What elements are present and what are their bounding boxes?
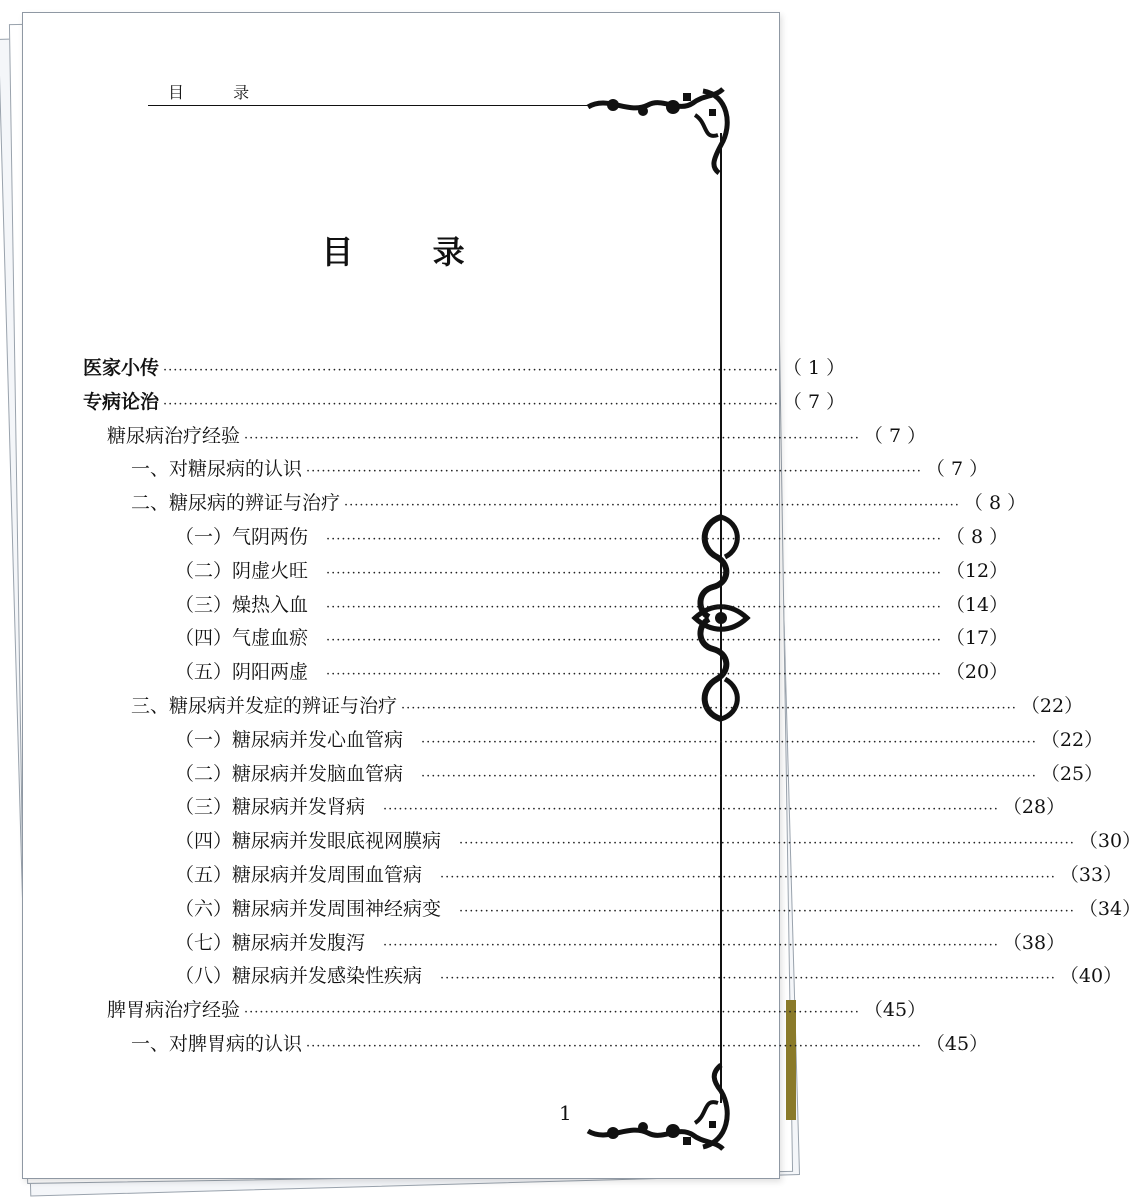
toc-entry[interactable] [83,995,927,1029]
toc-entry-label: （三）燥热入血 [175,593,309,616]
leader-dots: ························································································································ [440,869,1056,885]
leader-dots: ························································································································ [326,633,942,649]
leader-dots: ························································································································ [383,802,999,818]
running-head: 目 录 [168,83,272,102]
toc-entry-page: （17） [945,627,1009,650]
toc-entry[interactable] [83,759,1104,793]
leader-dots: ························································································································ [401,700,1017,716]
leader-dots: ························································································································ [326,667,942,683]
toc-entry[interactable] [83,387,846,421]
leader-dots: ························································································································ [244,430,860,446]
leader-dots: ························································································································ [344,498,960,514]
leader-dots: ························································································································ [326,565,942,581]
toc-entry[interactable] [83,691,1084,725]
leader-dots: ························································································································ [326,531,942,547]
leader-dots: ························································································································ [163,363,779,378]
leader-dots: ························································································································ [440,971,1056,987]
toc-entry-page: （22） [1020,694,1084,717]
leader-dots: ························································································································ [306,464,922,480]
toc-entry-label: 二、糖尿病的辨证与治疗 [131,492,341,515]
toc-entry-label: （五）阴阳两虚 [175,661,309,684]
leader-dots: ························································································································ [459,903,1075,919]
toc-entry-label: （五）糖尿病并发周围血管病 [175,863,423,886]
toc-entry-page: （45） [925,1032,989,1055]
toc-entry-page: （12） [945,559,1009,582]
toc-entry-label: 专病论治 [83,390,160,413]
toc-entry-page: （34） [1078,897,1141,920]
toc-entry-page: （20） [945,661,1009,684]
toc-entry[interactable] [83,623,1009,657]
toc-entry-label: （七）糖尿病并发腹泻 [175,931,366,954]
toc-entry-page: （14） [945,593,1009,616]
toc-entry-page: （28） [1002,796,1066,819]
toc-entry-page: （22） [1040,728,1104,751]
toc-list [83,353,1141,1063]
leader-dots: ························································································································ [421,768,1037,784]
toc-entry[interactable] [83,860,1123,894]
toc-entry[interactable] [83,894,1141,928]
page-number: 1 [559,1101,572,1125]
toc-entry[interactable] [83,488,1027,522]
toc-entry-label: 一、对糖尿病的认识 [131,458,303,481]
toc-entry-label: （一）糖尿病并发心血管病 [175,728,404,751]
toc-entry-page: （40） [1059,965,1123,988]
toc-page [22,12,1141,1179]
toc-entry-label: （四）气虚血瘀 [175,627,309,650]
leader-dots: ························································································································ [459,836,1075,852]
corner-ornament-top-icon [583,85,733,175]
toc-entry-page: （ 7 ） [925,458,989,481]
toc-entry[interactable] [83,657,1009,691]
toc-entry-page: （ 8 ） [963,492,1027,515]
toc-entry[interactable] [83,454,989,488]
toc-entry[interactable] [83,590,1009,624]
leader-dots: ························································································································ [306,1038,922,1054]
toc-entry-page: （30） [1078,830,1141,853]
toc-entry-label: （二）阴虚火旺 [175,559,309,582]
toc-entry-page: （33） [1059,863,1123,886]
toc-entry-label: （八）糖尿病并发感染性疾病 [175,965,423,988]
toc-entry-page: （ 7 ） [863,424,927,447]
leader-dots: ························································································································ [244,1005,860,1021]
toc-entry-page: （ 8 ） [945,525,1009,548]
toc-entry[interactable] [83,792,1066,826]
leader-dots: ························································································································ [383,937,999,953]
toc-entry-page: （ 1 ） [782,357,846,379]
toc-entry[interactable] [83,421,927,455]
toc-entry-label: 医家小传 [83,357,160,379]
toc-entry-label: （一）气阴两伤 [175,525,309,548]
toc-entry[interactable] [83,725,1104,759]
leader-dots: ························································································································ [163,396,779,412]
toc-entry[interactable] [83,522,1009,556]
toc-entry[interactable] [83,928,1066,962]
toc-entry-label: （二）糖尿病并发脑血管病 [175,762,404,785]
toc-entry-label: （三）糖尿病并发肾病 [175,796,366,819]
toc-entry[interactable] [83,1029,989,1063]
toc-entry-label: 糖尿病治疗经验 [107,424,241,447]
leader-dots: ························································································································ [421,734,1037,750]
toc-entry-label: 一、对脾胃病的认识 [131,1032,303,1055]
corner-ornament-bottom-icon [583,1063,733,1153]
toc-entry-page: （ 7 ） [782,390,846,413]
toc-entry-label: 三、糖尿病并发症的辨证与治疗 [131,694,398,717]
toc-entry-label: （六）糖尿病并发周围神经病变 [175,897,442,920]
toc-entry-page: （45） [863,999,927,1022]
toc-entry-label: 脾胃病治疗经验 [107,999,241,1022]
toc-entry[interactable] [83,353,846,387]
toc-entry[interactable] [83,556,1009,590]
toc-entry-page: （25） [1040,762,1104,785]
header-rule [148,105,598,106]
toc-entry-label: （四）糖尿病并发眼底视网膜病 [175,830,442,853]
toc-entry-page: （38） [1002,931,1066,954]
page-title: 目 录 [321,233,499,271]
toc-entry[interactable] [83,826,1141,860]
leader-dots: ························································································································ [326,599,942,615]
toc-entry[interactable] [83,961,1123,995]
